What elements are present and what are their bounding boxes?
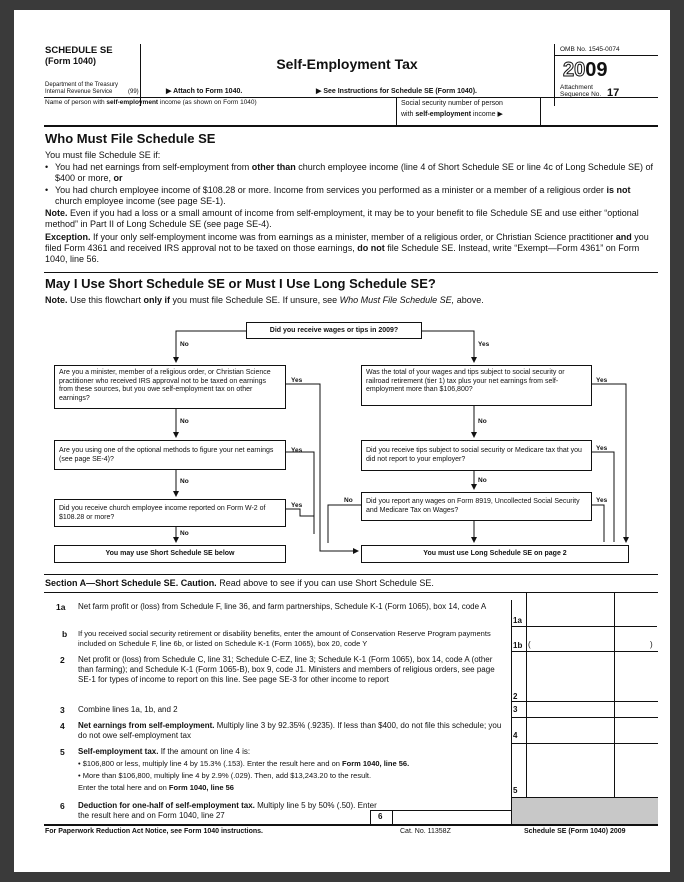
instructions-note: ▶ See Instructions for Schedule SE (Form 1040).: [316, 88, 477, 95]
flow-yes-label: Yes: [291, 377, 303, 384]
flow-result-long: You must use Long Schedule SE on page 2: [361, 545, 629, 563]
flow-no-label: No: [180, 530, 189, 537]
ssn-label1: Social security number of person: [401, 100, 503, 107]
flow-no-label: No: [478, 477, 487, 484]
line-3-field[interactable]: [527, 702, 657, 716]
name-label: Name of person with self-employment income (as shown on Form 1040): [45, 99, 257, 106]
line-6-text: Deduction for one-half of self-employment tax. Multiply line 5 by 50% (.50). Enter the result here and on Form 1040, line 27: [78, 801, 377, 820]
ssn-label2: with self-employment income ▶: [401, 111, 503, 118]
line-1b-num: b: [62, 629, 68, 639]
flow-no-label: No: [180, 478, 189, 485]
who-bullet-1: • You had net earnings from self-employment from other than church employee income (line 4 of Short Schedule SE or line 4c of Long Schedule SE) of $400 or more, or: [45, 162, 653, 183]
flow-no-label: No: [180, 418, 189, 425]
form-page: [14, 10, 670, 872]
flow-question-form8919: Did you report any wages on Form 8919, Uncollected Social Security and Medicare Tax on Wages?: [361, 492, 592, 521]
flow-yes-label: Yes: [596, 377, 608, 384]
line-2-field[interactable]: [527, 652, 657, 700]
who-bullet-2: • You had church employee income of $108.28 or more. Income from services you performed as a minister or a member of a religious order is not church employee income (see page SE-1).: [45, 185, 631, 206]
flow-question-optional: Are you using one of the optional methods to figure your net earnings (see page SE-4)?: [54, 440, 286, 470]
form-title: Self-Employment Tax: [276, 56, 418, 72]
form-sub: (Form 1040): [45, 56, 97, 66]
line-1b-field[interactable]: [534, 628, 646, 650]
line-5-field[interactable]: [527, 744, 657, 796]
flow-question-wages: Did you receive wages or tips in 2009?: [246, 322, 422, 339]
who-exception: Exception. If your only self-employment income was from earnings as a minister, member of a religious order, or Christian Science practitioner and you filed Form 4361 and received IRS approval not to be taxed on those earnings, do not file Schedule SE. Instead, write “Exempt—Form 4361” on Form 1040, line 56.: [45, 232, 649, 264]
tax-year: 2009: [563, 59, 608, 81]
line-1b-paren-close: ): [650, 640, 653, 649]
line-5-option-b: • More than $106,800, multiply line 4 by 2.9% (.029). Then, add $13,243.20 to the result.: [78, 771, 372, 780]
line-4-box-label: 4: [513, 731, 518, 740]
dept-code: (99): [128, 89, 139, 95]
line-1b-paren-open: (: [528, 640, 531, 649]
flow-no-label: No: [478, 418, 487, 425]
line-2-box-label: 2: [513, 692, 518, 701]
line-5-text: Self-employment tax. If the amount on line 4 is:: [78, 747, 251, 756]
flow-question-tips: Did you receive tips subject to social security or Medicare tax that you did not report to your employer?: [361, 440, 592, 471]
flow-question-minister: Are you a minister, member of a religious order, or Christian Science practitioner who received IRS approval not to be taxed on earnings from these sources, but you owe self-employment tax on other earnings?: [54, 365, 286, 409]
flow-question-wages-total: Was the total of your wages and tips subject to social security or railroad retirement (tier 1) tax plus your net earnings from self-employment more than $106,800?: [361, 365, 592, 406]
line-1a-box-label: 1a: [513, 616, 522, 625]
flow-no-label: No: [344, 497, 353, 504]
line-6-field[interactable]: [393, 811, 510, 823]
who-note: Note. Even if you had a loss or a small amount of income from self-employment, it may be to your benefit to file Schedule SE and use either “optional method” in Part II of Long Schedule SE (see page SE-4).: [45, 208, 639, 229]
attachment-label: Attachment: [560, 84, 593, 91]
line-4-field[interactable]: [527, 718, 657, 742]
line-6-num: 6: [60, 801, 65, 811]
flow-yes-label: Yes: [596, 497, 608, 504]
dept-line1: Department of the Treasury: [45, 82, 119, 88]
may-i-heading: May I Use Short Schedule SE or Must I Use Long Schedule SE?: [45, 276, 436, 291]
flow-yes-label: Yes: [478, 341, 490, 348]
flow-yes-label: Yes: [596, 445, 608, 452]
omb-number: OMB No. 1545-0074: [560, 46, 620, 53]
footer-cat: Cat. No. 11358Z: [400, 828, 451, 835]
line-2-text: Net profit or (loss) from Schedule C, line 31; Schedule C-EZ, line 3; Schedule K-1 (Form 1065), box 14, code A (other than farming); and Schedule K-1 (Form 1065-B), box 9, code J1. Ministers and members of religious orders, see page SE-1 for types of income to report on this line. See page SE-3 for other income to report: [78, 655, 495, 684]
who-intro: You must file Schedule SE if:: [45, 150, 161, 160]
dept-line2: Internal Revenue Service: [45, 89, 113, 95]
line-4-text: Net earnings from self-employment. Multiply line 3 by 92.35% (.9235). If less than $400, do not file this schedule; you do not owe self-employment tax: [78, 721, 502, 740]
flow-yes-label: Yes: [291, 502, 303, 509]
line-5-option-c: Enter the total here and on Form 1040, line 56: [78, 783, 234, 792]
attach-note: ▶ Attach to Form 1040.: [166, 88, 243, 95]
who-must-file-heading: Who Must File Schedule SE: [45, 131, 216, 146]
line-5-option-a: • $106,800 or less, multiply line 4 by 15.3% (.153). Enter the result here and on Form 1040, line 56.: [78, 759, 410, 768]
flow-question-church: Did you receive church employee income reported on Form W-2 of $108.28 or more?: [54, 499, 286, 527]
footer-paperwork: For Paperwork Reduction Act Notice, see Form 1040 instructions.: [45, 828, 263, 835]
section-a-title: Section A—Short Schedule SE. Caution. Read above to see if you can use Short Schedule SE.: [45, 578, 434, 588]
line-1a-text: Net farm profit or (loss) from Schedule F, line 36, and farm partnerships, Schedule K-1 (Form 1065), box 14, code A: [78, 602, 487, 611]
line-1b-text: If you received social security retirement or disability benefits, enter the amount of Conservation Reserve Program payments included on Schedule F, line 6b, or listed on Schedule K-1 (Form 1065), box 20, code Y: [78, 629, 491, 648]
sequence-label: Sequence No.: [560, 91, 602, 98]
flow-result-short: You may use Short Schedule SE below: [54, 545, 286, 563]
line-3-box-label: 3: [513, 705, 518, 714]
line-5-num: 5: [60, 747, 65, 757]
line-6-box-label: 6: [378, 812, 383, 821]
flow-no-label: No: [180, 341, 189, 348]
line-3-num: 3: [60, 705, 65, 715]
line-4-num: 4: [60, 721, 65, 731]
line-2-num: 2: [60, 655, 65, 665]
footer-form-id: Schedule SE (Form 1040) 2009: [524, 828, 626, 835]
line-1a-num: 1a: [56, 602, 66, 612]
sequence-number: 17: [607, 87, 620, 99]
line-5-box-label: 5: [513, 786, 518, 795]
form-name: SCHEDULE SE: [45, 45, 113, 56]
flow-yes-label: Yes: [291, 447, 303, 454]
line-1a-field[interactable]: [527, 600, 657, 627]
line-1b-box-label: 1b: [513, 641, 523, 650]
line-6-shaded: [512, 798, 658, 824]
line-3-text: Combine lines 1a, 1b, and 2: [78, 705, 178, 714]
may-i-note: Note. Use this flowchart only if you must file Schedule SE. If unsure, see Who Must File Schedule SE, above.: [45, 295, 484, 305]
